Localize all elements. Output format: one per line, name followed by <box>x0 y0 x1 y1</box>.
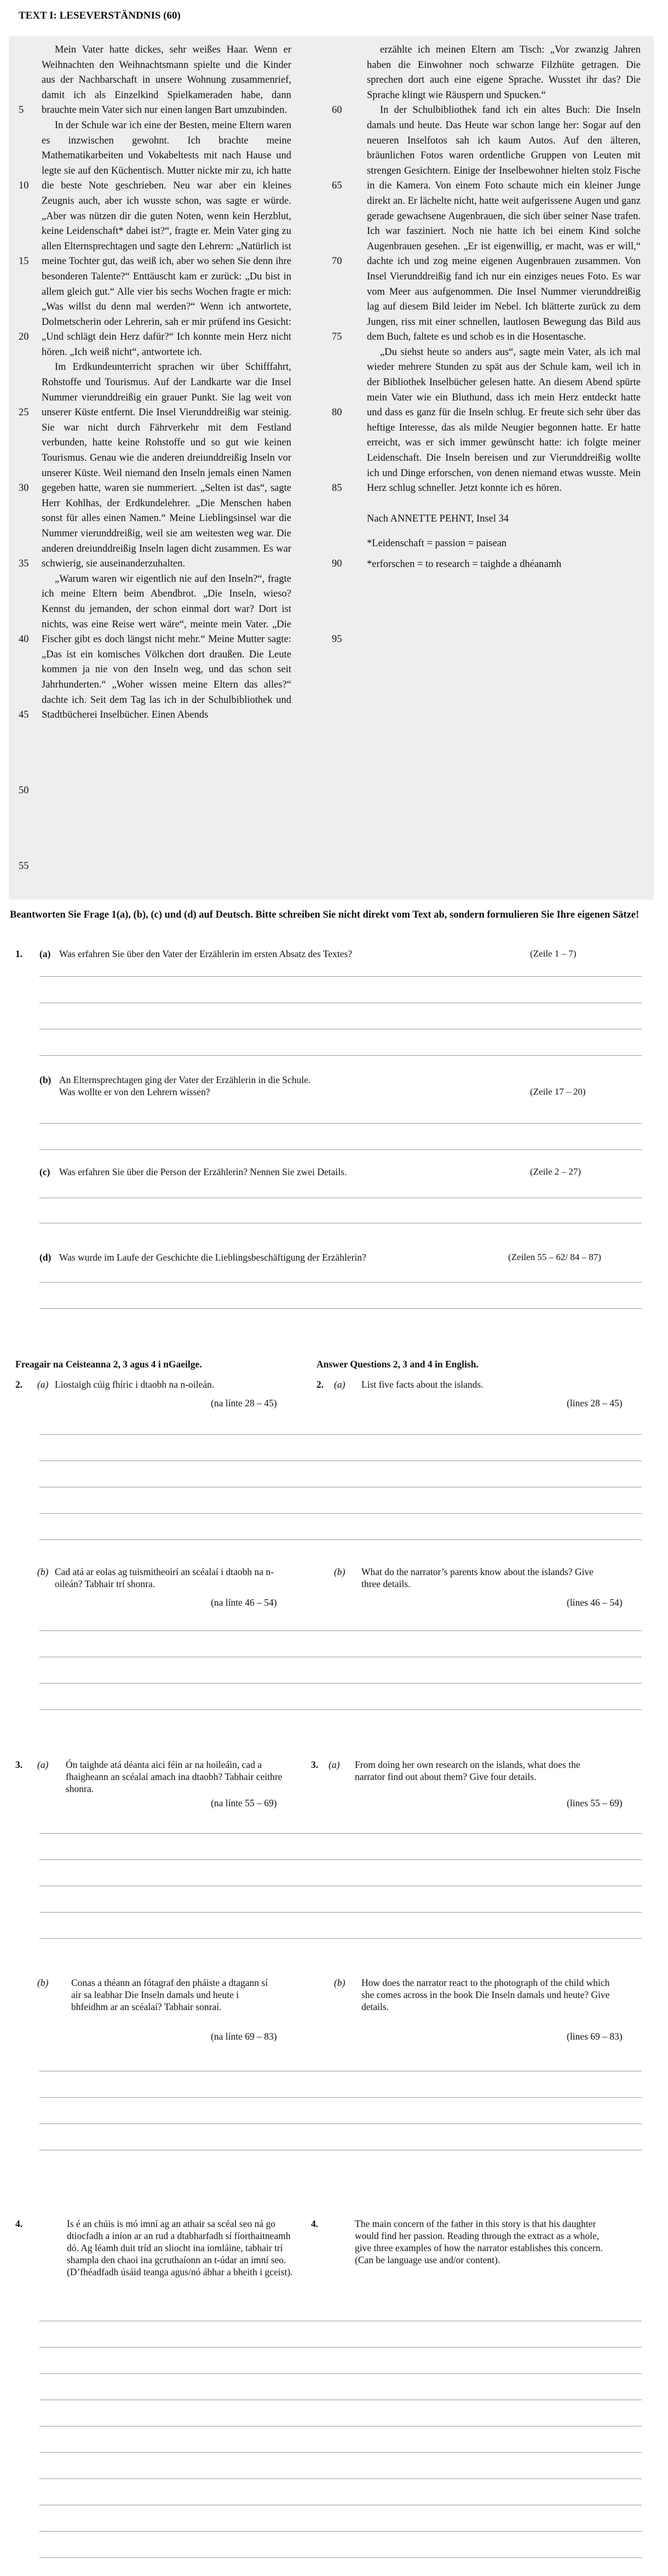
line-reference: (lines 28 – 45) <box>567 1398 623 1409</box>
answer-line[interactable] <box>39 2452 642 2453</box>
question-text-irish: Cad atá ar eolas ag tuismitheoirí an scéalaí i dtaobh na n-oileán? Tabhair trí shonra. <box>55 1566 274 1589</box>
question-text-english: How does the narrator react to the photograph of the child which she comes across in the book Die Inseln damals und heute? Give details. <box>361 1977 610 2012</box>
instructions: Beantworten Sie Frage 1(a), (b), (c) und (d) auf Deutsch. Bitte schreiben Sie nicht direkt vom Text ab, sondern formulieren Sie Ihre eigenen Sätze! <box>10 909 640 920</box>
answer-line[interactable] <box>39 1149 642 1150</box>
question-1c <box>15 1166 650 1179</box>
answer-line[interactable] <box>39 1833 642 1834</box>
text-column-right <box>367 43 641 573</box>
answer-line[interactable] <box>39 1709 642 1710</box>
text-paragraph: In der Schulbibliothek fand ich ein altes Buch: Die Inseln damals und heute. Das Heute war schon lange her: Sogar auf den neueren Inselfotos sah ich kaum Autos. Auf den älteren, bräunlichen Fotos waren ordentliche Gruppen von Leuten mit strengen Gesichtern. Einige der Inselbewohner hielten stolz Fische in die Kamera. Von einem Foto schaute mich ein kleiner Junge direkt an. Er lächelte nicht, hatte weit aufgerissene Augen und ganz gerade gewachsene Augenbrauen, die sich über seiner Nase trafen. Ich war fasziniert. Noch nie hatte ich bei einem Kind solche Augenbrauen gesehen. „Er ist eigenwillig, er macht, was er will,“ dachte ich und zog meine eigenen Augenbrauen zusammen. Von Insel Vierunddreißig fand ich nur ein einziges neues Foto. Es war vom Meer aus aufgenommen. Die Insel Nummer vierunddreißig lag auf diesem Bild leider im Nebel. Ich blätterte zurück zu dem Jungen, riss mit einer schnellen, lautlosen Bewegung das Bild aus dem Buch, faltete es und schob es in die Hosentasche. <box>367 105 641 343</box>
question-label: (b) <box>334 1566 345 1577</box>
question-number: 1. <box>15 948 23 959</box>
question-text-english: From doing her own research on the islands, what does the narrator find out about them? Give four details. <box>355 1759 580 1782</box>
answer-line[interactable] <box>39 1123 642 1124</box>
line-number: 60 <box>332 105 342 116</box>
question-label: (c) <box>39 1166 50 1177</box>
line-number: 85 <box>332 483 342 494</box>
line-reference: (Zeile 17 – 20) <box>530 1086 586 1097</box>
line-number: 70 <box>332 256 342 267</box>
line-number: 25 <box>19 407 29 418</box>
answer-line[interactable] <box>39 1912 642 1913</box>
answer-line[interactable] <box>39 2531 642 2532</box>
line-number: 35 <box>19 558 29 569</box>
line-number: 90 <box>332 558 342 569</box>
question-text: Was wollte er von den Lehrern wissen? <box>59 1086 210 1097</box>
line-reference: (Zeilen 55 – 62/ 84 – 87) <box>508 1252 601 1262</box>
line-number: 75 <box>332 331 342 342</box>
answer-line[interactable] <box>39 1282 642 1283</box>
line-reference: (Zeile 1 – 7) <box>530 948 577 959</box>
question-number: 4. <box>15 2218 23 2229</box>
line-number: 20 <box>19 331 29 342</box>
line-number: 30 <box>19 483 29 494</box>
line-number: 10 <box>19 180 29 191</box>
question-number: 3. <box>15 1759 23 1770</box>
line-reference: (na línte 55 – 69) <box>211 1798 277 1808</box>
section-heading-english: Answer Questions 2, 3 and 4 in English. <box>316 1359 479 1370</box>
answer-line[interactable] <box>39 1434 642 1435</box>
question-text: Was erfahren Sie über den Vater der Erzählerin im ersten Absatz des Textes? <box>59 948 353 959</box>
question-label: (b) <box>37 1977 49 1988</box>
answer-line[interactable] <box>39 2347 642 2348</box>
question-text-irish: Ón taighde atá déanta aici féin ar na hoileáin, cad a fhaigheann an scéalaí amach ina dtaobh? Tabhair ceithre shonra. <box>66 1759 283 1794</box>
question-label: (b) <box>37 1566 49 1577</box>
line-reference: (na línte 46 – 54) <box>211 1597 277 1608</box>
question-text-english: What do the narrator’s parents know about the islands? Give three details. <box>361 1566 594 1589</box>
text-paragraph: In der Schule war ich eine der Besten, meine Eltern waren es inzwischen gewohnt. Ich brachte meine Mathematikarbeiten und Vokabeltests mit nach Hause und legte sie auf den Küchentisch. Mutter nickte mir zu, ich hatte die beste Note geschrieben. Neu war aber ein kleines Zeugnis auch, aber ich wusste schon, was sagte er würde. „Aber was nützen dir die guten Noten, wenn kein Herzblut, keine Leidenschaft* dabei ist?“, fragte er. Mein Vater ging zu allen Elternsprechtagen und sagte den Lehrern: „Natürlich ist meine Tochter gut, das weiß ich, aber wo sehen Sie denn ihre besonderen Talente?“ Enttäuscht kam er zurück: „Du bist in allem gleich gut.“ Alle vier bis sechs Wochen fragte er mich: „Was willst du denn mal werden?“ Wenn ich antwortete, Dolmetscherin oder Lehrerin, sah er mir prüfend ins Gesicht: „Und schlägt dein Herz dafür?“ Ich konnte mein Herz nicht hören. „Ich weiß nicht“, antwortete ich. <box>42 119 291 358</box>
question-label: (a) <box>334 1379 345 1390</box>
question-label: (a) <box>329 1759 340 1770</box>
question-1a <box>15 948 650 961</box>
answer-line[interactable] <box>39 2373 642 2374</box>
question-text-english: The main concern of the father in this story is that his daughter would find her passion. Reading through the extract as a whole, give three examples of how the narrator establishes this concern. (Can be language use and/or content). <box>355 2218 603 2265</box>
question-label: (d) <box>39 1252 51 1263</box>
answer-line[interactable] <box>39 1630 642 1631</box>
question-text: Was erfahren Sie über die Person der Erzählerin? Nennen Sie zwei Details. <box>59 1166 347 1177</box>
answer-line[interactable] <box>39 1539 642 1540</box>
line-number: 40 <box>19 634 29 645</box>
question-label: (b) <box>334 1977 345 1988</box>
line-number: 45 <box>19 709 29 720</box>
line-reference: (na línte 28 – 45) <box>211 1398 277 1409</box>
line-number: 95 <box>332 634 342 645</box>
question-text-irish: Is é an chúis is mó imní ag an athair sa scéal seo ná go dtiocfadh a iníon ar an rud a dtabharfadh sí fíorthaitneamh dó. Ag léamh duit tríd an sliocht ina iomláine, tabhair trí shampla den chaoi ina gcruthaíonn an t-údar an imní seo. (D’fhéadfadh úsáid teanga agus/nó ábhar a bheith i gceist). <box>67 2218 293 2277</box>
text-column-left <box>42 43 291 723</box>
section-heading-irish: Freagair na Ceisteanna 2, 3 agus 4 i nGaeilge. <box>15 1359 202 1370</box>
text-paragraph: erzählte ich meinen Eltern am Tisch: „Vor zwanzig Jahren haben die Einwohner noch schwarze Filzhüte getragen. Die sprechen dort auch eine eigene Sprache. Wusstet ihr das? Die Sprache klingt wie Räuspern und Spucken.“ <box>367 44 641 101</box>
question-text: Was wurde im Laufe der Geschichte die Lieblingsbeschäftigung der Erzählerin? <box>59 1252 366 1263</box>
answer-line[interactable] <box>39 2123 642 2124</box>
question-text-english: List five facts about the islands. <box>361 1379 483 1390</box>
question-number: 2. <box>15 1379 23 1390</box>
text-paragraph: Im Erdkundeunterricht sprachen wir über Schifffahrt, Rohstoffe und Tourismus. Auf der Landkarte war die Insel Nummer vierunddreißig ein grauer Punkt. Sie lag weit von unserer Küste entfernt. Die Insel Vierunddreißig war steinig. Sie war nicht durch Fährverkehr mit dem Festland verbunden, hatte keine Rohstoffe und so gut wie keinen Tourismus. Genau wie die anderen dreiunddreißig Inseln vor unserer Küste. Weil niemand den Inseln jemals einen Namen gegeben hatte, waren sie nummeriert. „Selten ist das“, sagte Herr Kohlhas, der Erdkundelehrer. „Die Menschen haben sonst für alles einen Namen.“ Meine Lieblingsinsel war die Nummer vierunddreißig, weil sie am weitesten weg war. Die anderen dreiunddreißig Inseln lagen dicht zusammen. Es war schwierig, sie auseinanderzuhalten. <box>42 362 291 570</box>
line-reference: (Zeile 2 – 27) <box>530 1166 581 1177</box>
answer-line[interactable] <box>39 2097 642 2098</box>
line-number: 15 <box>19 256 29 267</box>
attribution: Nach ANNETTE PEHNT, Insel 34 <box>367 513 509 524</box>
question-label: (b) <box>39 1074 51 1085</box>
question-label: (a) <box>37 1379 49 1390</box>
answer-line[interactable] <box>39 976 642 977</box>
glossary-item: *erforschen = to research = taighde a dhéanamh <box>367 559 562 570</box>
line-number: 55 <box>19 861 29 872</box>
question-label: (a) <box>37 1759 49 1770</box>
answer-line[interactable] <box>39 1055 642 1056</box>
line-number: 65 <box>332 180 342 191</box>
line-number: 50 <box>19 785 29 796</box>
answer-line[interactable] <box>39 1683 642 1684</box>
text-paragraph: Mein Vater hatte dickes, sehr weißes Haar. Wenn er Weihnachten den Weihnachtsmann spielte und die Kinder aus der Nachbarschaft in unsere Wohnung zusammenrief, damit ich als Einzelkind Spielkameraden habe, dann brauchte mein Vater sich nur einen langen Bart umzubinden. <box>42 44 291 116</box>
line-number: 5 <box>19 105 24 116</box>
answer-line[interactable] <box>39 1513 642 1514</box>
question-text: An Elternsprechtagen ging der Vater der Erzählerin in die Schule. <box>59 1074 311 1085</box>
glossary-item: *Leidenschaft = passion = paisean <box>367 538 507 549</box>
text-paragraph: „Du siehst heute so anders aus“, sagte mein Vater, als ich mal wieder mehrere Stunden zu spät aus der Schule kam, weil ich in der Bibliothek Inselbücher gelesen hatte. An diesem Abend spürte mein Vater wie ein Bluthund, dass ich mein Herz entdeckt hatte und dass es ganz für die Inseln schlug. Er freute sich sehr über das heftige Interesse, das als milde Neugier begonnen hatte. Er hatte erreicht, was er sich immer gewünscht hatte: ich folgte meiner Leidenschaft. Die Inseln bereisen und zur Vierunddreißig wollte ich und Dinge erforschen, von denen niemand etwas wusste. Mein Herz schlug schneller. Jetzt konnte ich es hören. <box>367 346 641 494</box>
question-1d <box>15 1251 650 1264</box>
answer-line[interactable] <box>39 1938 642 1939</box>
question-number: 3. <box>311 1759 319 1770</box>
line-reference: (na línte 69 – 83) <box>211 2031 277 2042</box>
answer-line[interactable] <box>39 1859 642 1860</box>
answer-line[interactable] <box>39 2557 642 2558</box>
line-reference: (lines 69 – 83) <box>567 2031 623 2042</box>
text-title: TEXT I: LESEVERSTÄNDNIS (60) <box>19 10 181 21</box>
line-number: 80 <box>332 407 342 418</box>
answer-line[interactable] <box>39 2478 642 2479</box>
question-text-irish: Conas a théann an fótagraf den pháiste a dtagann sí air sa leabhar Die Inseln damals und heute i bhfeidhm ar an scéalaí? Tabhair sonraí. <box>71 1977 268 2012</box>
question-number: 4. <box>311 2218 319 2229</box>
line-reference: (lines 55 – 69) <box>567 1798 623 1808</box>
question-label: (a) <box>39 948 51 959</box>
answer-line[interactable] <box>39 1308 642 1309</box>
question-1b <box>15 1074 650 1101</box>
reading-text-box <box>9 36 654 900</box>
text-paragraph: „Warum waren wir eigentlich nie auf den Inseln?“, fragte ich meine Eltern beim Abendbrot. „Die Inseln, wieso? Kennst du jemanden, der schon einmal dort war? Dort ist nichts, was eine Reise wert wäre“, meinte mein Vater. „Die Fischer gibt es doch längst nicht mehr.“ Meine Mutter sagte: „Das ist ein komisches Völkchen dort draußen. Die Leute kommen ja nie von den Inseln weg, und das schon seit Jahrhunderten.“ „Woher wissen meine Eltern das alles?“ dachte ich. Seit dem Tag las ich in der Schulbibliothek und Stadtbücherei Inselbücher. Einen Abends <box>42 573 291 721</box>
question-number: 2. <box>316 1379 324 1390</box>
question-text-irish: Liostaigh cúig fhíric i dtaobh na n-oileán. <box>55 1379 215 1390</box>
line-reference: (lines 46 – 54) <box>567 1597 623 1608</box>
